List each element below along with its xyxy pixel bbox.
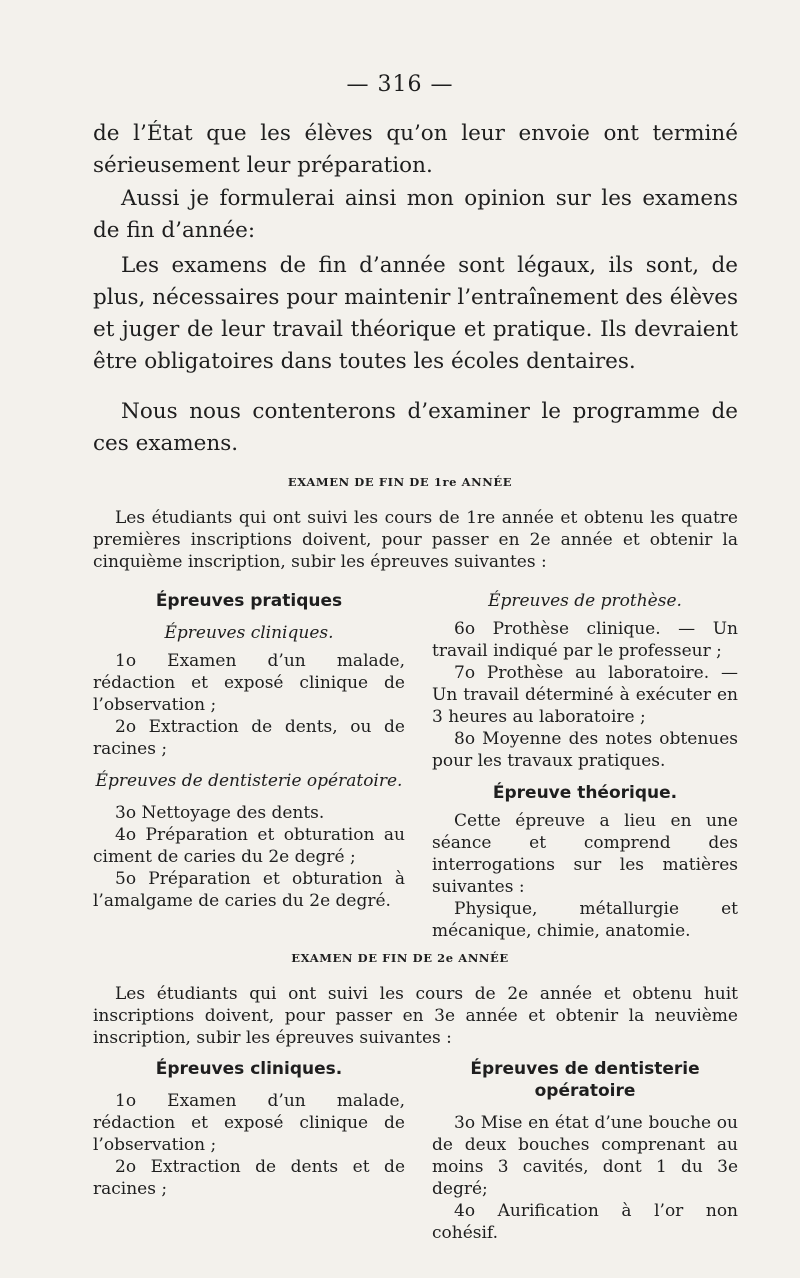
paragraph-2-text: Aussi je formulerai ainsi mon opinion sur les examens de fin d’année:	[93, 186, 738, 243]
paragraph-4-text: Nous nous contenterons d’examiner le programme de ces examens.	[93, 399, 738, 456]
exam2-intro: Les étudiants qui ont suivi les cours de 2e année et obtenu huit inscriptions doivent, pour passer en 3e année et obtenir la neuvième inscription, subir les épreuves suivantes :	[93, 984, 738, 1048]
exam2-left-column	[93, 1058, 405, 1200]
exam2-operative-heading: Épreuves de dentisterie opératoire	[470, 1059, 700, 1101]
exam1-intro: Les étudiants qui ont suivi les cours de 1re année et obtenu les quatre premières inscriptions doivent, pour passer en 2e année et obtenir la cinquième inscription, subir les épreuves suivantes :	[93, 508, 738, 572]
paragraph-1-text: de l’État que les élèves qu’on leur envoie ont terminé sérieusement leur préparation.	[93, 121, 738, 178]
exam2-item-3: 3o Mise en état d’une bouche ou de deux bouches comprenant au moins 3 cavités, dont 1 du 3e degré;	[432, 1113, 738, 1199]
exam1-operative-subheading: Épreuves de dentisterie opératoire.	[95, 771, 403, 791]
exam1-right-column	[432, 590, 738, 942]
exam1-practical-heading: Épreuves pratiques	[155, 591, 343, 611]
paragraph-3-text: Les examens de fin d’année sont légaux, ils sont, de plus, nécessaires pour maintenir l’entraînement des élèves et juger de leur travail théorique et pratique. Ils devraient être obligatoires dans toutes les écoles dentaires.	[93, 253, 738, 374]
exam2-item-1: 1o Examen d’un malade, rédaction et exposé clinique de l’observation ;	[93, 1091, 405, 1155]
exam1-title: EXAMEN DE FIN DE 1re ANNÉE	[287, 475, 513, 489]
paragraph-1	[93, 118, 738, 182]
exam1-theory-heading: Épreuve théorique.	[492, 783, 678, 803]
exam2-item-2: 2o Extraction de dents et de racines ;	[93, 1157, 405, 1199]
exam1-item-8: 8o Moyenne des notes obtenues pour les travaux pratiques.	[432, 729, 738, 771]
exam1-clinical-subheading: Épreuves cliniques.	[164, 623, 334, 643]
paragraph-3	[93, 250, 738, 378]
paragraph-4	[93, 396, 738, 460]
exam1-item-3: 3o Nettoyage des dents.	[115, 803, 325, 823]
exam1-item-4: 4o Préparation et obturation au ciment de caries du 2e degré ;	[93, 825, 405, 867]
exam1-theory-text-2: Physique, métallurgie et mécanique, chimie, anatomie.	[432, 899, 738, 941]
exam2-item-4: 4o Aurification à l’or non cohésif.	[432, 1201, 738, 1243]
exam2-clinical-heading: Épreuves cliniques.	[155, 1059, 343, 1079]
exam1-item-5: 5o Préparation et obturation à l’amalgame de caries du 2e degré.	[93, 869, 405, 911]
exam1-item-2: 2o Extraction de dents, ou de racines ;	[93, 717, 405, 759]
exam2-title: EXAMEN DE FIN DE 2e ANNÉE	[291, 951, 509, 965]
exam1-item-1: 1o Examen d’un malade, rédaction et exposé clinique de l’observation ;	[93, 651, 405, 715]
page-number: — 316 —	[346, 72, 454, 97]
paragraph-2	[93, 183, 738, 247]
exam1-theory-text-1: Cette épreuve a lieu en une séance et comprend des interrogations sur les matières suivantes :	[432, 811, 738, 897]
exam2-right-column	[432, 1058, 738, 1244]
exam1-item-7: 7o Prothèse au laboratoire. — Un travail déterminé à exécuter en 3 heures au laboratoire ;	[432, 663, 738, 727]
exam1-prosthesis-subheading: Épreuves de prothèse.	[488, 591, 682, 611]
exam1-item-6: 6o Prothèse clinique. — Un travail indiqué par le professeur ;	[432, 619, 738, 661]
exam1-left-column	[93, 590, 405, 912]
